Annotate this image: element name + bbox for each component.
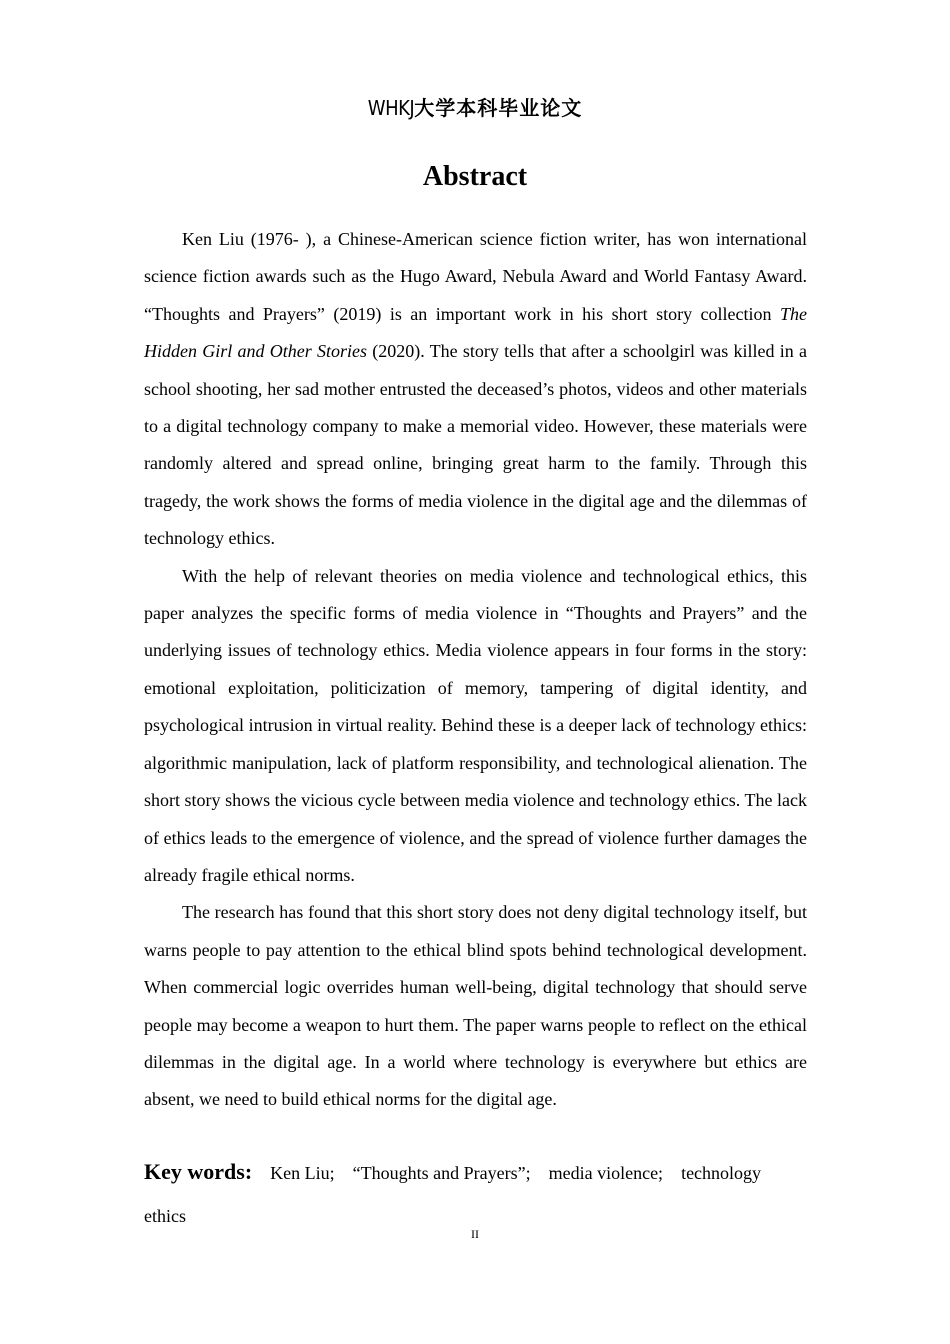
page-title: Abstract: [422, 161, 528, 192]
running-header: [0, 94, 950, 123]
keyword-item: media violence;: [548, 1163, 664, 1183]
header-thesis-label: 大学本科毕业论文: [414, 96, 583, 120]
abstract-paragraph-3: The research has found that this short story does not deny digital technology itself, but warns people to pay attention to the ethical blind spots behind technological development. When commercial logic overrides human well-being, digital technology that should serve people may become a weapon to hurt them. The paper warns people to reflect on the ethical dilemmas in the digital age. In a world where technology is everywhere but ethics are absent, we need to build ethical norms for the digital age.: [144, 902, 807, 1110]
paragraph-1-text-end: (2020). The story tells that after a schoolgirl was killed in a school shooting, her sad mother entrusted the deceased’s photos, videos and other materials to a digital technology company to make a memorial video. However, these materials were randomly altered and spread online, bringing great harm to the family. Through this tragedy, the work shows the forms of media violence in the digital age and the dilemmas of technology ethics.: [144, 341, 807, 549]
abstract-body: [144, 221, 807, 1119]
keyword-item: technology ethics: [144, 1163, 762, 1226]
keyword-item: Ken Liu;: [270, 1163, 335, 1183]
keywords-section: [144, 1150, 807, 1238]
header-university-code: WHKJ: [367, 96, 415, 120]
abstract-paragraph-1: [144, 221, 807, 558]
keywords-label: Key words:: [144, 1159, 253, 1184]
keyword-item: “Thoughts and Prayers”;: [352, 1163, 531, 1183]
abstract-paragraph-2: With the help of relevant theories on media violence and technological ethics, this paper analyzes the specific forms of media violence in “Thoughts and Prayers” and the underlying issues of technology ethics. Media violence appears in four forms in the story: emotional exploitation, politicization of memory, tampering of digital identity, and psychological intrusion in virtual reality. Behind these is a deeper lack of technology ethics: algorithmic manipulation, lack of platform responsibility, and technological alienation. The short story shows the vicious cycle between media violence and technology ethics. The lack of ethics leads to the emergence of violence, and the spread of violence further damages the already fragile ethical norms.: [144, 565, 807, 885]
paragraph-1-text-start: Ken Liu (1976- ), a Chinese-American science fiction writer, has won international science fiction awards such as the Hugo Award, Nebula Award and World Fantasy Award. “Thoughts and Prayers” (2019) is an important work in his short story collection: [144, 229, 807, 324]
page-number: II: [471, 1227, 479, 1241]
book-title: The Hidden Girl and Other Stories: [144, 303, 807, 362]
